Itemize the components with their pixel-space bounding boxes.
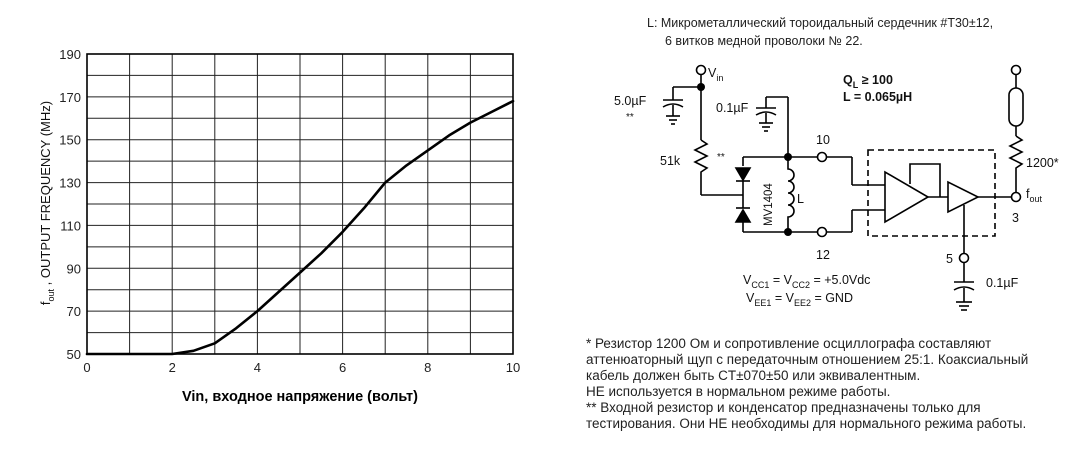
schematic-labels [614, 66, 1059, 308]
svg-text:5.0µF: 5.0µF [614, 94, 647, 108]
x-tick-label: 0 [83, 360, 91, 375]
y-tick-label: 130 [59, 175, 81, 191]
chart-grid [87, 54, 513, 354]
x-tick-label: 2 [168, 360, 176, 375]
svg-text:VEE1 = VEE2 = GND: $V_{EE1} = V_{EE2}$ = GND [746, 291, 853, 308]
y-tick-label: 90 [66, 261, 81, 277]
svg-text:1200*: 1200* [1026, 156, 1059, 170]
svg-text:**: ** [626, 112, 634, 123]
y-tick-label: 110 [60, 218, 81, 234]
x-tick-label: 4 [253, 360, 262, 375]
note-line-4: НЕ используется в нормальном режиме работы. [586, 384, 891, 399]
svg-text:5: 5 [946, 252, 953, 266]
svg-text:12: 12 [816, 248, 830, 262]
tick-labels [59, 47, 520, 375]
note-line-1: * Резистор 1200 Ом и сопротивление осциллографа составляют [586, 336, 992, 351]
svg-text:L = 0.065µH: L = 0.065µH [843, 90, 913, 104]
y-axis-label: $f_{out}$ , OUTPUT FREQUENCY (MHz) [38, 100, 56, 306]
output-probe [1009, 66, 1023, 193]
x-tick-label: 8 [424, 360, 432, 375]
svg-text:MV1404: MV1404 [763, 183, 775, 226]
svg-text:fout: $f_{out}$ [1026, 187, 1042, 204]
inductor-spec-line1: L: Микрометаллический тороидальный сердечник #T30±12, [647, 16, 994, 30]
x-axis-label: Vin, входное напряжение (вольт) [181, 389, 419, 405]
x-tick-label: 6 [338, 360, 347, 375]
svg-text:51k: 51k [660, 154, 681, 168]
circuit-schematic [560, 0, 1082, 330]
note-line-6: тестирования. Они НЕ необходимы для нормального режима работы. [586, 416, 1027, 431]
svg-text:Vin: $V_{in}$ [708, 66, 724, 83]
note-line-2: аттенюаторный щуп с передаточным отношением 25:1. Коаксиальный [586, 352, 1029, 367]
x-tick-label: 10 [505, 360, 521, 375]
y-tick-label: 150 [59, 132, 81, 148]
y-tick-label: 170 [59, 89, 81, 105]
note-line-5: ** Входной резистор и конденсатор предназначены только для [586, 400, 981, 415]
y-tick-label: 70 [66, 304, 81, 320]
inductor-spec-line2: 6 витков медной проволоки № 22. [665, 34, 863, 48]
svg-text:**: ** [717, 152, 725, 163]
svg-text:QL ≥ 100: $Q_L \ge 100$ [843, 73, 893, 90]
y-tick-label: 190 [59, 47, 81, 62]
y-tick-label: 50 [66, 347, 81, 362]
note-line-3: кабель должен быть CT±070±50 или эквивалентным. [586, 368, 921, 383]
svg-text:VCC1 = VCC2 = +5.0Vdc: $V_{CC1} = V_{CC2} = +5.0Vdc$ [743, 273, 871, 290]
svg-text:0.1µF: 0.1µF [716, 101, 749, 115]
svg-text:0.1µF: 0.1µF [986, 276, 1019, 290]
tank-circuit [736, 153, 885, 237]
svg-text:L: L [797, 192, 804, 206]
svg-text:10: 10 [816, 133, 830, 147]
svg-text:3: 3 [1012, 211, 1019, 225]
vin-network [663, 66, 788, 196]
